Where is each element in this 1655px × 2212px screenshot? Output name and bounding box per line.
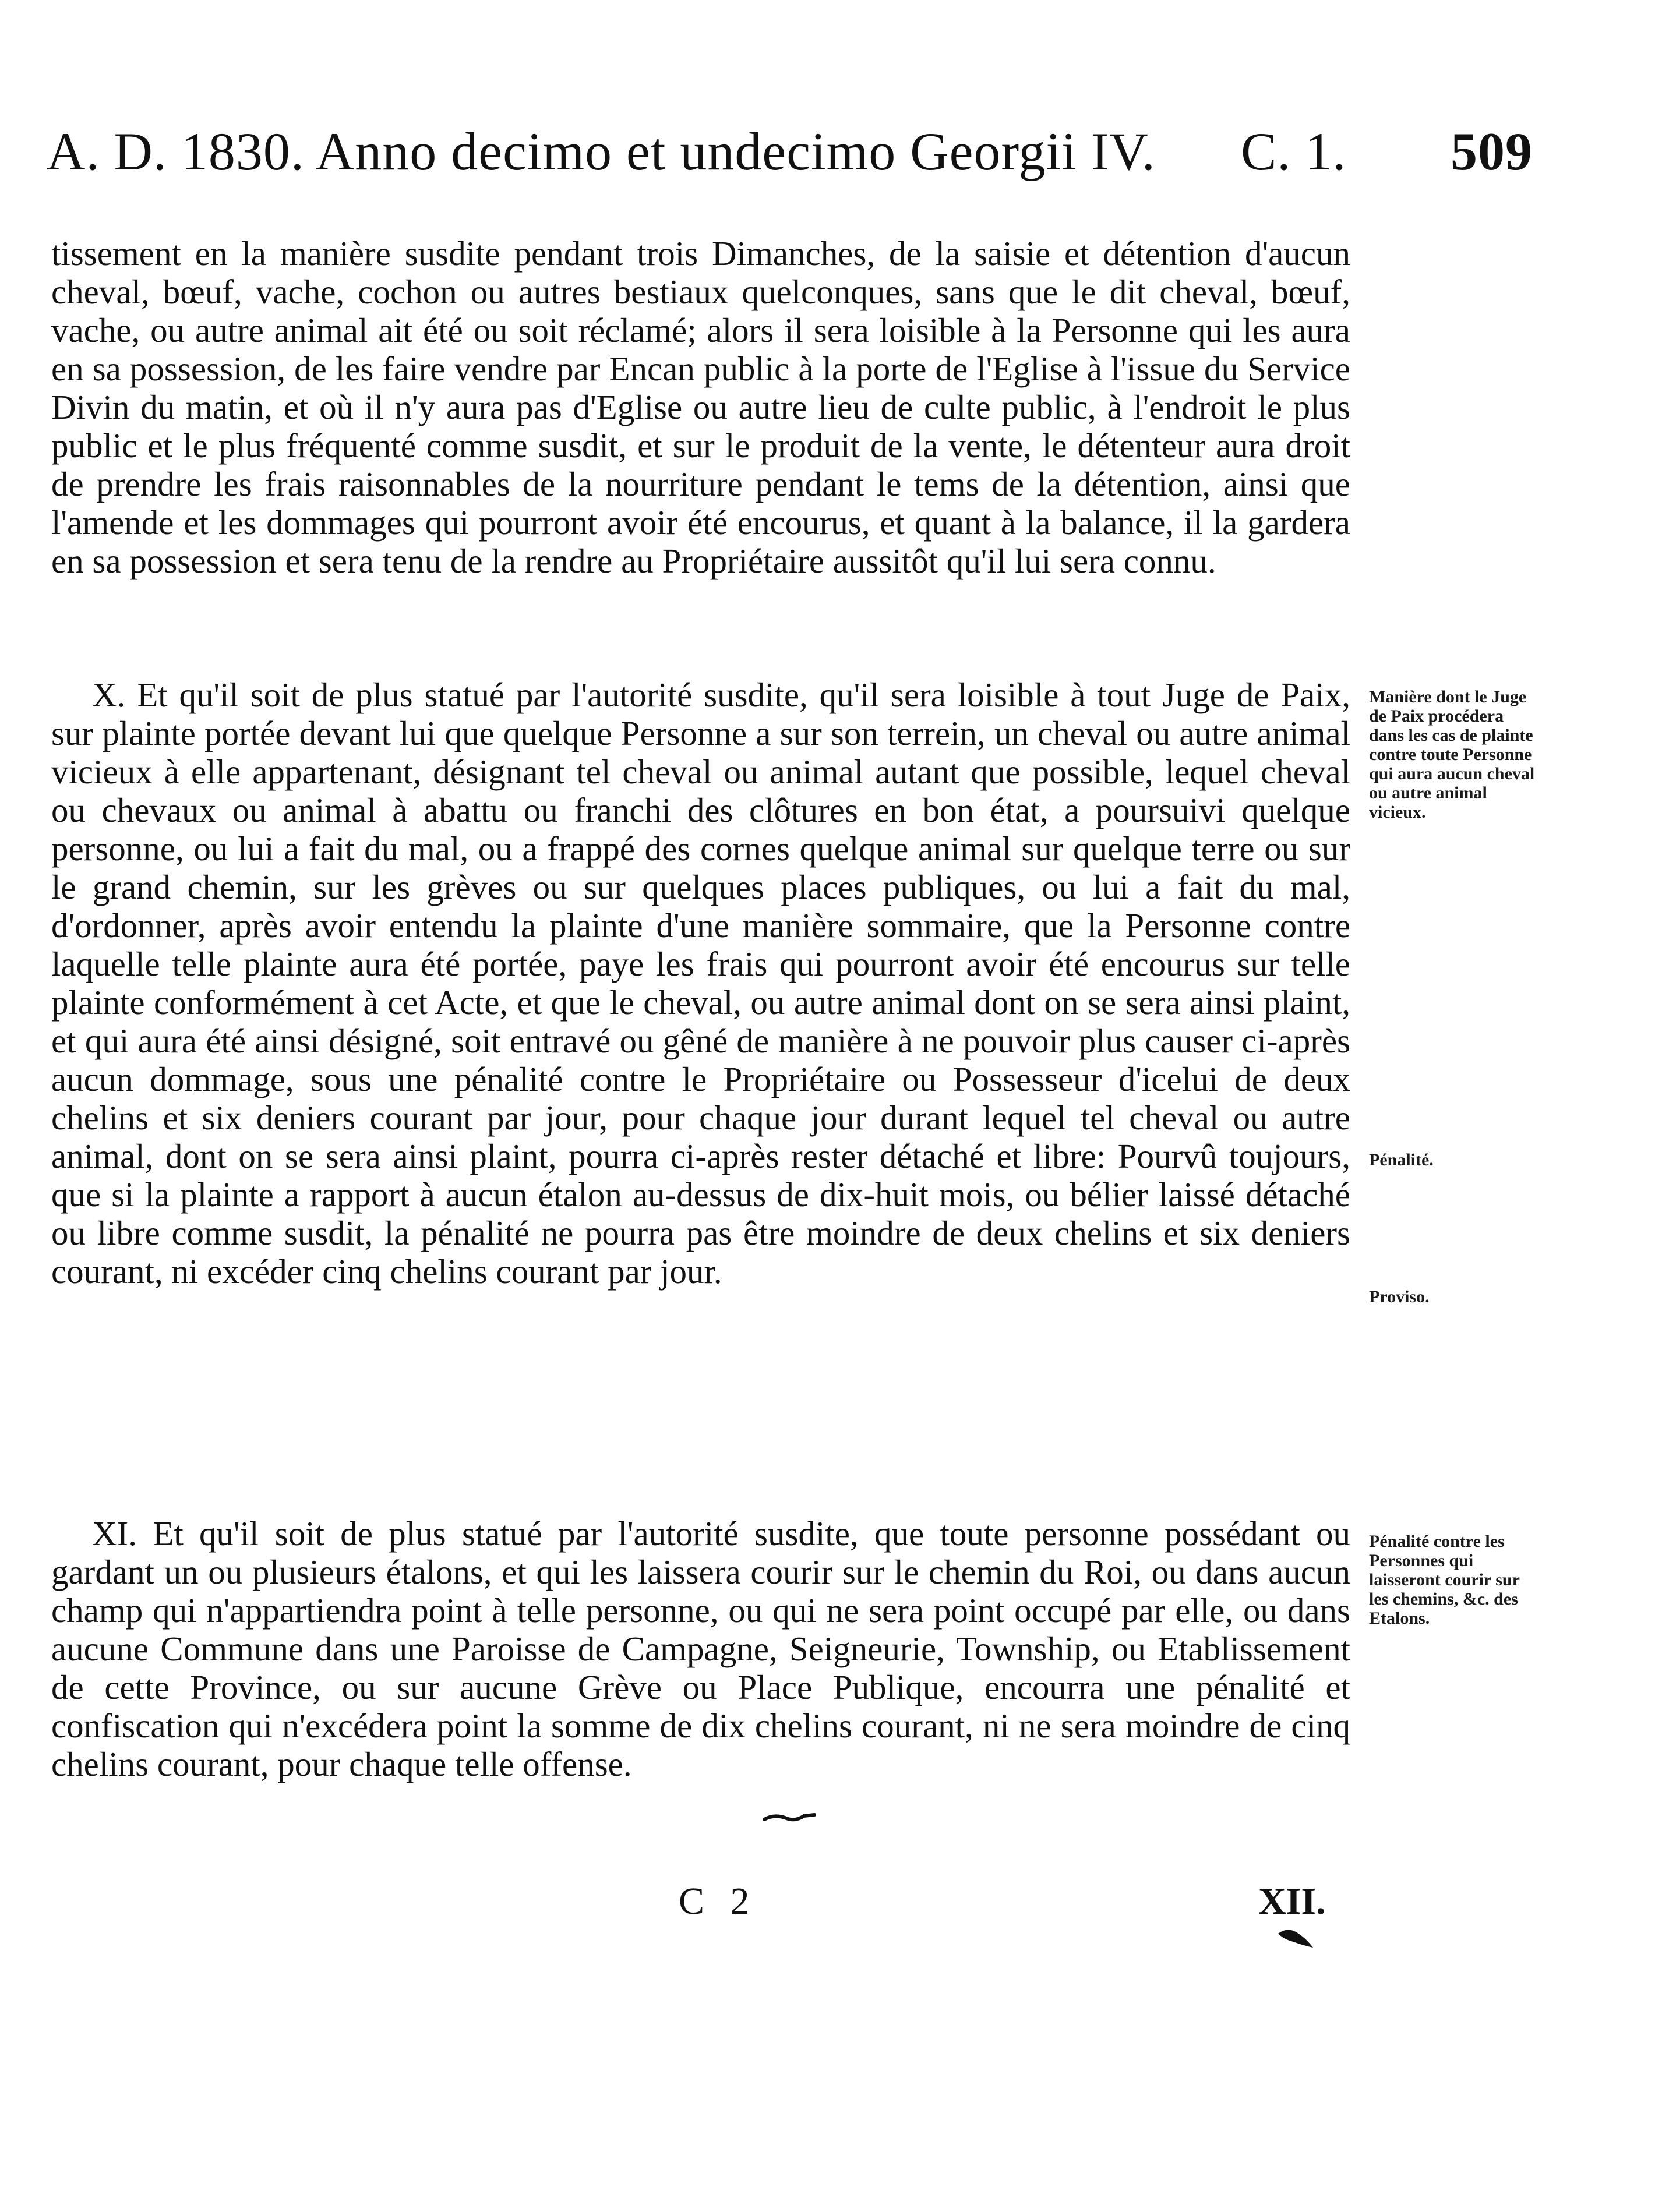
header-chapter: C. 1. xyxy=(1241,122,1347,181)
section-xi-paragraph: XI. Et qu'il soit de plus statué par l'autorité susdite, que toute personne possédant ou gardant un ou plusieurs étalons, et qui les laissera courir sur le chemin du Roi, ou dans aucun champ qui n'appartiendra point à telle personne, ou qui ne sera point occupé par elle, ou dans aucune Commune dans une Paroisse de Campagne, Seigneurie, Township, ou Etablissement de cette Province, ou sur aucune Grève ou Place Publique, encourra une pénalité et confiscation qui n'excédera point la somme de dix chelins courant, ni ne sera moindre de cinq chelins courant, pour chaque telle offense. xyxy=(51,1514,1350,1783)
page-number: 509 xyxy=(1451,122,1533,181)
header-year-reign: A. D. 1830. Anno decimo et undecimo Georgii IV. xyxy=(47,122,1156,181)
margin-note-proviso: Proviso. xyxy=(1369,1287,1430,1306)
section-x-paragraph: X. Et qu'il soit de plus statué par l'autorité susdite, qu'il sera loisible à tout Juge de Paix, sur plainte portée devant lui que quelque Personne a sur son terrein, un cheval ou autre animal vicieux à elle appartenant, désignant tel cheval ou animal autant que possible, lequel cheval ou chevaux ou animal à abattu ou franchi des clôtures en bon état, a poursuivi quelque personne, ou lui a fait du mal, ou a frappé des cornes quelque animal sur quelque terre ou sur le grand chemin, sur les grèves ou sur quelques places publiques, ou lui a fait du mal, d'ordonner, après avoir entendu la plainte d'une manière sommaire, que la Personne contre laquelle telle plainte aura été portée, paye les frais qui pourront avoir été encourus sur telle plainte conformément à cet Acte, et que le cheval, ou autre animal dont on se sera ainsi plaint, et qui aura été ainsi désigné, soit entravé ou gêné de manière à ne pouvoir plus causer ci-après aucun dommage, sous une pénalité contre le Propriétaire ou Possesseur d'icelui de deux chelins et six deniers courant par jour, pour chaque jour durant lequel tel cheval ou autre animal, dont on se sera ainsi plaint, pourra ci-après rester détaché et libre: Pourvû toujours, que si la plainte a rapport à aucun étalon au-dessus de dix-huit mois, ou bélier laissé détaché ou libre comme susdit, la pénalité ne pourra pas être moindre de deux chelins et six deniers courant, ni excéder cinq chelins courant par jour. xyxy=(51,676,1350,1291)
continuation-paragraph: tissement en la manière susdite pendant trois Dimanches, de la saisie et détention d'aucun cheval, bœuf, vache, cochon ou autres bestiaux quelconques, sans que le dit cheval, bœuf, vache, ou autre animal ait été ou soit réclamé; alors il sera loisible à la Personne qui les aura en sa possession, de les faire vendre par Encan public à la porte de l'Eglise à l'issue du Service Divin du matin, et où il n'y aura pas d'Eglise ou autre lieu de culte public, à l'endroit le plus public et le plus fréquenté comme susdit, et sur le produit de la vente, le détenteur aura droit de prendre les frais raisonnables de la nourriture pendant le tems de la détention, ainsi que l'amende et les dommages qui pourront avoir été encourus, et quant à la balance, il la gardera en sa possession et sera tenu de la rendre au Propriétaire aussitôt qu'il lui sera connu. xyxy=(51,234,1350,580)
margin-note-manner: Manière dont le Juge de Paix procédera dans les cas de plainte contre toute Personne qui aura aucun cheval ou autre animal vicieux. xyxy=(1369,687,1535,822)
ink-blot-icon xyxy=(1276,1922,1317,1951)
signature-mark: C 2 xyxy=(679,1880,758,1923)
catchword: XII. xyxy=(1258,1880,1326,1923)
margin-note-penalty: Pénalité. xyxy=(1369,1150,1434,1169)
margin-note-stallions: Pénalité contre les Personnes qui laisseront courir sur les chemins, &c. des Etalons. xyxy=(1369,1532,1520,1628)
running-header xyxy=(47,116,1561,186)
end-ornament-icon xyxy=(763,1811,816,1824)
